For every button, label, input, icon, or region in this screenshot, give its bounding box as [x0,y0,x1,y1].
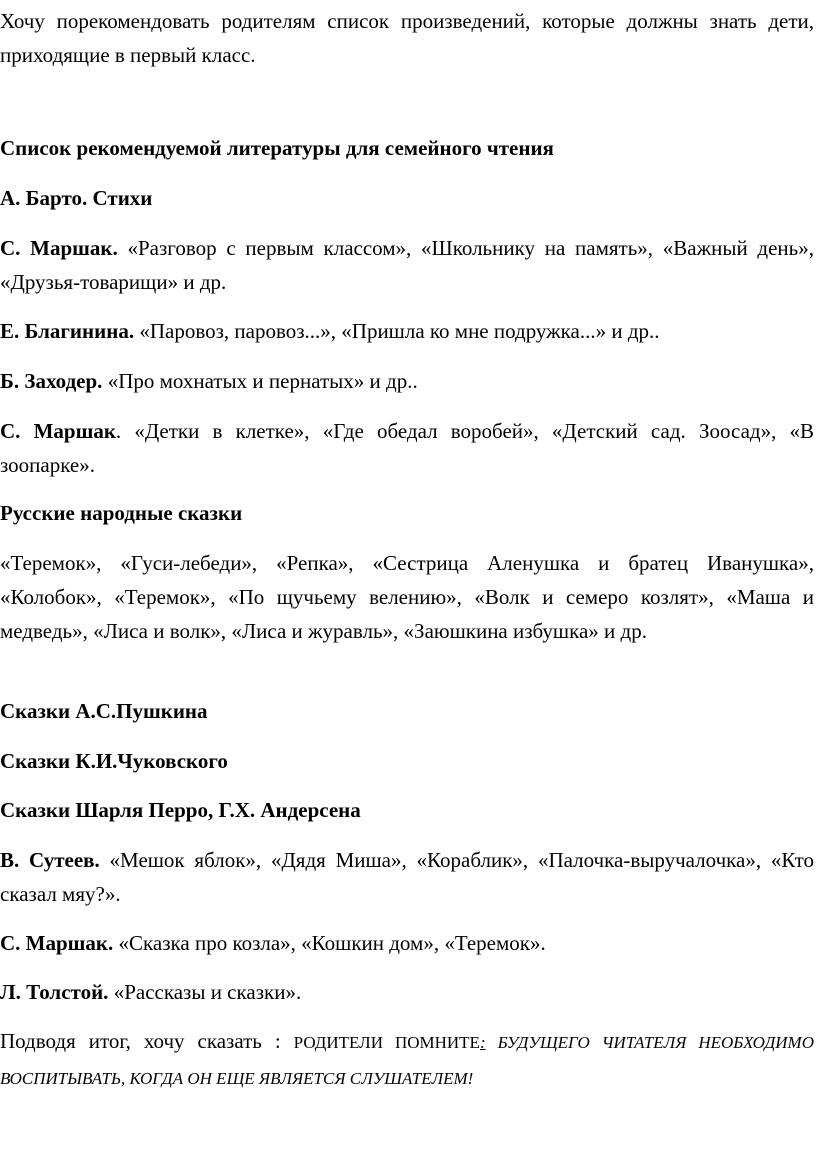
entry-works: . «Детки в клетке», «Где обедал воробей», «Детский сад. Зоосад», «В зоопарке». [0,419,814,477]
intro-paragraph: Хочу порекомендовать родителям список произведений, которые должны знать дети, приходящие в первый класс. [0,9,814,67]
entry-blaginina [0,314,814,348]
list-title: Список рекомендуемой литературы для семейного чтения [0,136,554,160]
conclusion-caps: РОДИТЕЛИ ПОМНИТЕ [293,1033,480,1052]
entry-works: «Разговор с первым классом», «Школьнику на память», «Важный день», «Друзья-товарищи» и др. [0,236,814,294]
entry-suteev [0,843,814,911]
conclusion-lead: Подводя итог, хочу сказать : [0,1029,294,1053]
tales-perrault-andersen: Сказки Шарля Перро, Г.Х. Андерсена [0,798,361,822]
entry-works: «Про мохнатых и пернатых» и др.. [102,369,418,393]
entry-works: «Сказка про козла», «Кошкин дом», «Теремок». [113,931,546,955]
folk-tales-title: Русские народные сказки [0,501,243,525]
entry-works: «Мешок яблок», «Дядя Миша», «Кораблик», «Палочка-выручалочка», «Кто сказал мяу?». [0,848,814,906]
entry-works: «Рассказы и сказки». [108,980,302,1004]
folk-tales-list: «Теремок», «Гуси-лебеди», «Репка», «Сестрица Аленушка и братец Иванушка», «Колобок», «Теремок», «По щучьему велению», «Волк и семеро козлят», «Маша и медведь», «Лиса и волк», «Лиса и журавль», «Заюшкина избушка» и др. [0,551,814,643]
conclusion-italic: БУДУЩЕГО ЧИТАТЕЛЯ НЕОБХОДИМО ВОСПИТЫВАТЬ, КОГДА ОН ЕЩЕ ЯВЛЯЕТСЯ СЛУШАТЕЛЕМ! [0,1033,814,1088]
entry-marshak-3 [0,926,814,960]
entry-works: «Паровоз, паровоз...», «Пришла ко мне подружка...» и др.. [134,319,660,343]
entry-author: В. Сутеев. [0,848,100,872]
conclusion-paragraph [0,1024,814,1096]
tales-pushkin: Сказки А.С.Пушкина [0,699,208,723]
conclusion-colon: : [479,1033,486,1052]
entry-tolstoy [0,975,814,1009]
entry-author: Л. Толстой. [0,980,109,1004]
entry-author: Б. Заходер. [0,369,103,393]
entry-marshak-1 [0,231,814,299]
entry-marshak-2 [0,414,814,482]
entry-author: С. Маршак [0,419,116,443]
entry-barto: А. Барто. Стихи [0,186,153,210]
entry-author: С. Маршак. [0,236,118,260]
entry-author: С. Маршак. [0,931,114,955]
entry-zakhoder [0,364,814,398]
entry-author: Е. Благинина. [0,319,135,343]
tales-chukovsky: Сказки К.И.Чуковского [0,749,228,773]
